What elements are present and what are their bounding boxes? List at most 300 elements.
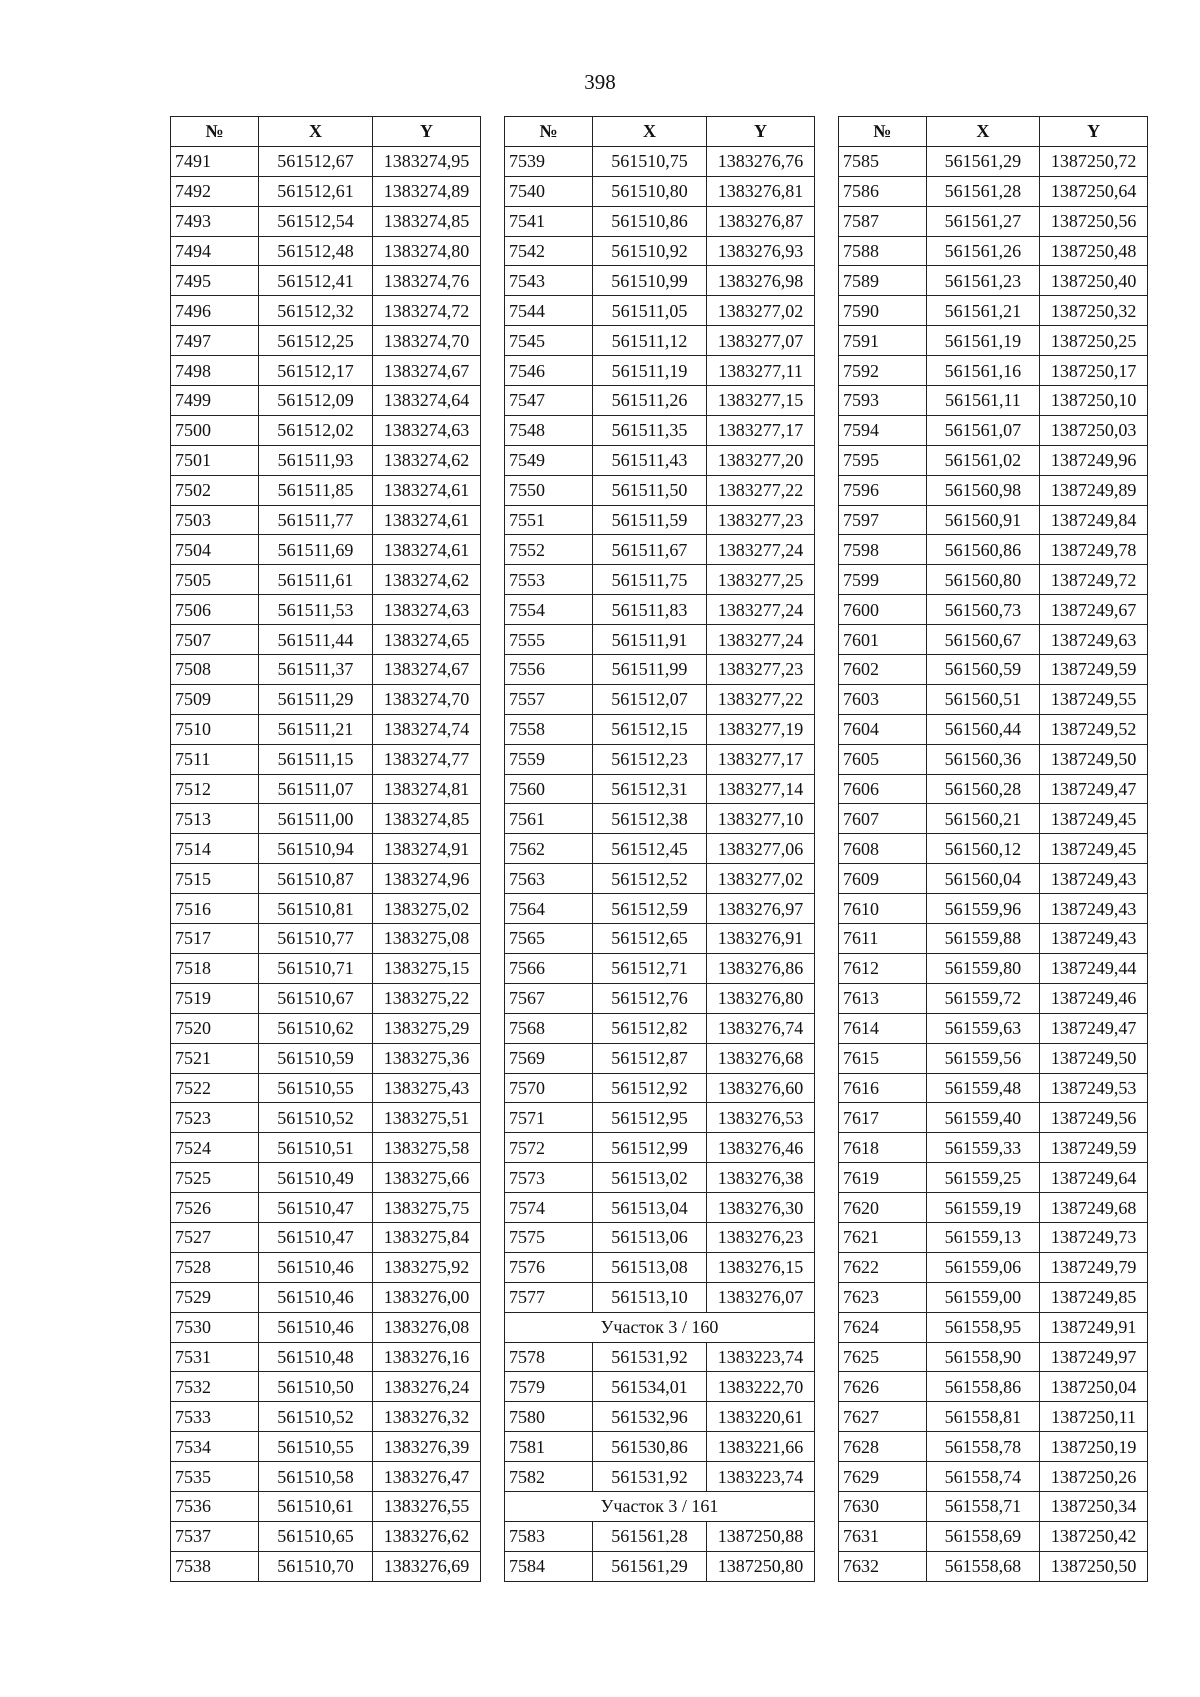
table-row xyxy=(171,804,481,834)
point-number-cell: 7611 xyxy=(839,924,927,954)
table-row xyxy=(505,1462,815,1492)
y-coordinate-cell: 1387249,89 xyxy=(1040,475,1148,505)
point-number-cell: 7506 xyxy=(171,595,259,625)
point-number-cell: 7577 xyxy=(505,1282,593,1312)
y-coordinate-cell: 1383277,23 xyxy=(707,505,815,535)
point-number-cell: 7507 xyxy=(171,625,259,655)
x-coordinate-cell: 561512,82 xyxy=(593,1013,707,1043)
table-row xyxy=(171,1432,481,1462)
table-row xyxy=(505,445,815,475)
x-coordinate-cell: 561512,07 xyxy=(593,684,707,714)
y-coordinate-cell: 1387250,10 xyxy=(1040,386,1148,416)
y-coordinate-cell: 1387249,43 xyxy=(1040,924,1148,954)
point-number-cell: 7531 xyxy=(171,1342,259,1372)
x-coordinate-cell: 561513,06 xyxy=(593,1222,707,1252)
table-row xyxy=(171,505,481,535)
x-coordinate-cell: 561531,92 xyxy=(593,1342,707,1372)
table-row xyxy=(839,565,1148,595)
x-coordinate-cell: 561530,86 xyxy=(593,1432,707,1462)
x-coordinate-cell: 561510,80 xyxy=(593,176,707,206)
point-number-cell: 7514 xyxy=(171,834,259,864)
y-coordinate-cell: 1387249,47 xyxy=(1040,774,1148,804)
y-coordinate-cell: 1383277,17 xyxy=(707,415,815,445)
coordinate-table-3 xyxy=(838,116,1148,1582)
x-coordinate-cell: 561560,98 xyxy=(926,475,1040,505)
table-row xyxy=(171,834,481,864)
x-coordinate-cell: 561511,26 xyxy=(593,386,707,416)
y-coordinate-cell: 1383274,91 xyxy=(373,834,481,864)
x-coordinate-cell: 561510,52 xyxy=(259,1103,373,1133)
point-number-cell: 7499 xyxy=(171,386,259,416)
table-row xyxy=(505,1402,815,1432)
point-number-cell: 7578 xyxy=(505,1342,593,1372)
y-coordinate-cell: 1383274,85 xyxy=(373,804,481,834)
point-number-cell: 7561 xyxy=(505,804,593,834)
x-coordinate-cell: 561512,15 xyxy=(593,714,707,744)
point-number-cell: 7604 xyxy=(839,714,927,744)
y-coordinate-cell: 1383276,91 xyxy=(707,924,815,954)
table-row xyxy=(505,684,815,714)
table-row xyxy=(839,804,1148,834)
x-coordinate-cell: 561560,59 xyxy=(926,655,1040,685)
x-coordinate-cell: 561511,21 xyxy=(259,714,373,744)
table-row xyxy=(171,326,481,356)
y-coordinate-cell: 1383277,23 xyxy=(707,655,815,685)
x-coordinate-cell: 561510,65 xyxy=(259,1521,373,1551)
x-coordinate-cell: 561512,31 xyxy=(593,774,707,804)
point-number-cell: 7541 xyxy=(505,206,593,236)
y-coordinate-cell: 1383275,84 xyxy=(373,1222,481,1252)
y-coordinate-cell: 1383277,02 xyxy=(707,296,815,326)
table-row xyxy=(839,744,1148,774)
table-row xyxy=(171,1133,481,1163)
y-coordinate-cell: 1383277,20 xyxy=(707,445,815,475)
column-header-x: X xyxy=(926,117,1040,147)
section-heading: Участок 3 / 161 xyxy=(505,1491,815,1521)
table-row xyxy=(839,1103,1148,1133)
y-coordinate-cell: 1383274,61 xyxy=(373,505,481,535)
x-coordinate-cell: 561511,59 xyxy=(593,505,707,535)
point-number-cell: 7601 xyxy=(839,625,927,655)
x-coordinate-cell: 561511,75 xyxy=(593,565,707,595)
column-header-y: Y xyxy=(373,117,481,147)
table-row xyxy=(505,625,815,655)
point-number-cell: 7564 xyxy=(505,894,593,924)
x-coordinate-cell: 561511,85 xyxy=(259,475,373,505)
point-number-cell: 7566 xyxy=(505,953,593,983)
table-row xyxy=(505,266,815,296)
point-number-cell: 7606 xyxy=(839,774,927,804)
point-number-cell: 7510 xyxy=(171,714,259,744)
x-coordinate-cell: 561511,15 xyxy=(259,744,373,774)
table-row xyxy=(839,1252,1148,1282)
table-row xyxy=(505,1551,815,1581)
point-number-cell: 7630 xyxy=(839,1491,927,1521)
point-number-cell: 7545 xyxy=(505,326,593,356)
x-coordinate-cell: 561512,32 xyxy=(259,296,373,326)
y-coordinate-cell: 1387249,50 xyxy=(1040,1043,1148,1073)
point-number-cell: 7617 xyxy=(839,1103,927,1133)
point-number-cell: 7619 xyxy=(839,1163,927,1193)
point-number-cell: 7508 xyxy=(171,655,259,685)
point-number-cell: 7607 xyxy=(839,804,927,834)
table-row xyxy=(505,356,815,386)
y-coordinate-cell: 1387250,25 xyxy=(1040,326,1148,356)
section-row xyxy=(505,1491,815,1521)
point-number-cell: 7502 xyxy=(171,475,259,505)
x-coordinate-cell: 561558,78 xyxy=(926,1432,1040,1462)
table-row xyxy=(171,924,481,954)
point-number-cell: 7572 xyxy=(505,1133,593,1163)
point-number-cell: 7539 xyxy=(505,146,593,176)
table-row xyxy=(505,714,815,744)
x-coordinate-cell: 561510,46 xyxy=(259,1282,373,1312)
y-coordinate-cell: 1387249,72 xyxy=(1040,565,1148,595)
y-coordinate-cell: 1383274,63 xyxy=(373,415,481,445)
y-coordinate-cell: 1383276,74 xyxy=(707,1013,815,1043)
y-coordinate-cell: 1383274,63 xyxy=(373,595,481,625)
y-coordinate-cell: 1387249,59 xyxy=(1040,655,1148,685)
x-coordinate-cell: 561510,92 xyxy=(593,236,707,266)
y-coordinate-cell: 1383274,61 xyxy=(373,535,481,565)
y-coordinate-cell: 1387250,50 xyxy=(1040,1551,1148,1581)
x-coordinate-cell: 561510,59 xyxy=(259,1043,373,1073)
x-coordinate-cell: 561558,71 xyxy=(926,1491,1040,1521)
x-coordinate-cell: 561559,56 xyxy=(926,1043,1040,1073)
table-row xyxy=(505,206,815,236)
y-coordinate-cell: 1383223,74 xyxy=(707,1462,815,1492)
y-coordinate-cell: 1383277,19 xyxy=(707,714,815,744)
table-row xyxy=(171,1193,481,1223)
y-coordinate-cell: 1383277,06 xyxy=(707,834,815,864)
x-coordinate-cell: 561510,61 xyxy=(259,1491,373,1521)
table-row xyxy=(839,356,1148,386)
point-number-cell: 7588 xyxy=(839,236,927,266)
table-row xyxy=(171,894,481,924)
y-coordinate-cell: 1387250,64 xyxy=(1040,176,1148,206)
y-coordinate-cell: 1383276,93 xyxy=(707,236,815,266)
point-number-cell: 7537 xyxy=(171,1521,259,1551)
point-number-cell: 7527 xyxy=(171,1222,259,1252)
x-coordinate-cell: 561558,74 xyxy=(926,1462,1040,1492)
point-number-cell: 7602 xyxy=(839,655,927,685)
y-coordinate-cell: 1383276,23 xyxy=(707,1222,815,1252)
column-header-number: № xyxy=(171,117,259,147)
table-row xyxy=(839,1013,1148,1043)
point-number-cell: 7522 xyxy=(171,1073,259,1103)
table-row xyxy=(171,953,481,983)
table-row xyxy=(171,1521,481,1551)
table-row xyxy=(505,236,815,266)
y-coordinate-cell: 1387250,26 xyxy=(1040,1462,1148,1492)
y-coordinate-cell: 1387250,03 xyxy=(1040,415,1148,445)
table-row xyxy=(171,1252,481,1282)
y-coordinate-cell: 1387250,42 xyxy=(1040,1521,1148,1551)
x-coordinate-cell: 561561,28 xyxy=(593,1521,707,1551)
point-number-cell: 7571 xyxy=(505,1103,593,1133)
x-coordinate-cell: 561511,00 xyxy=(259,804,373,834)
point-number-cell: 7518 xyxy=(171,953,259,983)
point-number-cell: 7570 xyxy=(505,1073,593,1103)
x-coordinate-cell: 561560,28 xyxy=(926,774,1040,804)
x-coordinate-cell: 561510,52 xyxy=(259,1402,373,1432)
x-coordinate-cell: 561512,92 xyxy=(593,1073,707,1103)
table-row xyxy=(171,595,481,625)
y-coordinate-cell: 1387249,53 xyxy=(1040,1073,1148,1103)
x-coordinate-cell: 561531,92 xyxy=(593,1462,707,1492)
x-coordinate-cell: 561559,13 xyxy=(926,1222,1040,1252)
y-coordinate-cell: 1383274,65 xyxy=(373,625,481,655)
y-coordinate-cell: 1383276,87 xyxy=(707,206,815,236)
y-coordinate-cell: 1383275,22 xyxy=(373,983,481,1013)
table-row xyxy=(505,953,815,983)
y-coordinate-cell: 1383274,70 xyxy=(373,326,481,356)
y-coordinate-cell: 1387249,97 xyxy=(1040,1342,1148,1372)
x-coordinate-cell: 561561,29 xyxy=(593,1551,707,1581)
point-number-cell: 7584 xyxy=(505,1551,593,1581)
y-coordinate-cell: 1387249,67 xyxy=(1040,595,1148,625)
point-number-cell: 7492 xyxy=(171,176,259,206)
table-row xyxy=(171,1402,481,1432)
y-coordinate-cell: 1387249,64 xyxy=(1040,1163,1148,1193)
point-number-cell: 7610 xyxy=(839,894,927,924)
table-row xyxy=(839,1282,1148,1312)
point-number-cell: 7556 xyxy=(505,655,593,685)
table-row xyxy=(505,1222,815,1252)
table-row xyxy=(839,386,1148,416)
table-row xyxy=(505,1073,815,1103)
x-coordinate-cell: 561511,61 xyxy=(259,565,373,595)
table-row xyxy=(505,1252,815,1282)
column-header-y: Y xyxy=(707,117,815,147)
table-row xyxy=(839,535,1148,565)
point-number-cell: 7608 xyxy=(839,834,927,864)
y-coordinate-cell: 1383222,70 xyxy=(707,1372,815,1402)
x-coordinate-cell: 561512,25 xyxy=(259,326,373,356)
point-number-cell: 7521 xyxy=(171,1043,259,1073)
y-coordinate-cell: 1383276,80 xyxy=(707,983,815,1013)
table-header-row xyxy=(171,117,481,147)
x-coordinate-cell: 561561,28 xyxy=(926,176,1040,206)
x-coordinate-cell: 561559,19 xyxy=(926,1193,1040,1223)
point-number-cell: 7565 xyxy=(505,924,593,954)
point-number-cell: 7616 xyxy=(839,1073,927,1103)
table-row xyxy=(839,176,1148,206)
point-number-cell: 7525 xyxy=(171,1163,259,1193)
x-coordinate-cell: 561512,09 xyxy=(259,386,373,416)
x-coordinate-cell: 561511,43 xyxy=(593,445,707,475)
table-row xyxy=(839,953,1148,983)
point-number-cell: 7559 xyxy=(505,744,593,774)
table-row xyxy=(171,535,481,565)
table-row xyxy=(505,1432,815,1462)
table-row xyxy=(505,326,815,356)
point-number-cell: 7567 xyxy=(505,983,593,1013)
x-coordinate-cell: 561559,96 xyxy=(926,894,1040,924)
table-row xyxy=(505,1103,815,1133)
point-number-cell: 7558 xyxy=(505,714,593,744)
table-row xyxy=(171,864,481,894)
table-row xyxy=(839,655,1148,685)
point-number-cell: 7517 xyxy=(171,924,259,954)
x-coordinate-cell: 561510,46 xyxy=(259,1312,373,1342)
table-row xyxy=(839,864,1148,894)
x-coordinate-cell: 561512,41 xyxy=(259,266,373,296)
table-row xyxy=(839,924,1148,954)
table-row xyxy=(171,1163,481,1193)
point-number-cell: 7549 xyxy=(505,445,593,475)
x-coordinate-cell: 561510,55 xyxy=(259,1432,373,1462)
x-coordinate-cell: 561559,48 xyxy=(926,1073,1040,1103)
table-row xyxy=(839,595,1148,625)
y-coordinate-cell: 1387249,85 xyxy=(1040,1282,1148,1312)
y-coordinate-cell: 1387250,48 xyxy=(1040,236,1148,266)
table-row xyxy=(505,1282,815,1312)
point-number-cell: 7544 xyxy=(505,296,593,326)
y-coordinate-cell: 1387250,19 xyxy=(1040,1432,1148,1462)
table-row xyxy=(171,1551,481,1581)
table-header-row xyxy=(839,117,1148,147)
y-coordinate-cell: 1383274,72 xyxy=(373,296,481,326)
table-row xyxy=(505,834,815,864)
y-coordinate-cell: 1383274,85 xyxy=(373,206,481,236)
point-number-cell: 7500 xyxy=(171,415,259,445)
point-number-cell: 7526 xyxy=(171,1193,259,1223)
x-coordinate-cell: 561512,99 xyxy=(593,1133,707,1163)
point-number-cell: 7505 xyxy=(171,565,259,595)
table-row xyxy=(839,684,1148,714)
x-coordinate-cell: 561558,95 xyxy=(926,1312,1040,1342)
point-number-cell: 7511 xyxy=(171,744,259,774)
x-coordinate-cell: 561559,88 xyxy=(926,924,1040,954)
y-coordinate-cell: 1383277,02 xyxy=(707,864,815,894)
table-row xyxy=(839,445,1148,475)
y-coordinate-cell: 1383277,24 xyxy=(707,595,815,625)
point-number-cell: 7591 xyxy=(839,326,927,356)
table-row xyxy=(839,1402,1148,1432)
x-coordinate-cell: 561510,51 xyxy=(259,1133,373,1163)
table-header-row xyxy=(505,117,815,147)
y-coordinate-cell: 1383276,16 xyxy=(373,1342,481,1372)
y-coordinate-cell: 1387249,52 xyxy=(1040,714,1148,744)
table-row xyxy=(505,924,815,954)
y-coordinate-cell: 1383276,60 xyxy=(707,1073,815,1103)
y-coordinate-cell: 1383277,14 xyxy=(707,774,815,804)
x-coordinate-cell: 561510,62 xyxy=(259,1013,373,1043)
y-coordinate-cell: 1387250,40 xyxy=(1040,266,1148,296)
point-number-cell: 7498 xyxy=(171,356,259,386)
y-coordinate-cell: 1383220,61 xyxy=(707,1402,815,1432)
column-header-x: X xyxy=(259,117,373,147)
x-coordinate-cell: 561512,65 xyxy=(593,924,707,954)
y-coordinate-cell: 1383276,46 xyxy=(707,1133,815,1163)
table-row xyxy=(839,1462,1148,1492)
x-coordinate-cell: 561510,94 xyxy=(259,834,373,864)
table-row xyxy=(171,1491,481,1521)
point-number-cell: 7583 xyxy=(505,1521,593,1551)
table-row xyxy=(171,565,481,595)
y-coordinate-cell: 1383276,39 xyxy=(373,1432,481,1462)
x-coordinate-cell: 561561,23 xyxy=(926,266,1040,296)
y-coordinate-cell: 1383274,67 xyxy=(373,356,481,386)
y-coordinate-cell: 1387250,88 xyxy=(707,1521,815,1551)
y-coordinate-cell: 1383277,22 xyxy=(707,684,815,714)
table-row xyxy=(505,535,815,565)
table-row xyxy=(505,1372,815,1402)
table-row xyxy=(839,505,1148,535)
table-row xyxy=(839,1521,1148,1551)
x-coordinate-cell: 561560,12 xyxy=(926,834,1040,864)
table-row xyxy=(171,146,481,176)
y-coordinate-cell: 1387249,45 xyxy=(1040,804,1148,834)
table-row xyxy=(171,1372,481,1402)
x-coordinate-cell: 561510,81 xyxy=(259,894,373,924)
x-coordinate-cell: 561560,44 xyxy=(926,714,1040,744)
y-coordinate-cell: 1383276,32 xyxy=(373,1402,481,1432)
point-number-cell: 7600 xyxy=(839,595,927,625)
point-number-cell: 7585 xyxy=(839,146,927,176)
x-coordinate-cell: 561558,90 xyxy=(926,1342,1040,1372)
x-coordinate-cell: 561511,37 xyxy=(259,655,373,685)
table-row xyxy=(839,1222,1148,1252)
x-coordinate-cell: 561510,55 xyxy=(259,1073,373,1103)
x-coordinate-cell: 561511,91 xyxy=(593,625,707,655)
x-coordinate-cell: 561561,29 xyxy=(926,146,1040,176)
table-row xyxy=(505,1193,815,1223)
x-coordinate-cell: 561510,70 xyxy=(259,1551,373,1581)
point-number-cell: 7529 xyxy=(171,1282,259,1312)
table-row xyxy=(839,206,1148,236)
y-coordinate-cell: 1387249,45 xyxy=(1040,834,1148,864)
point-number-cell: 7590 xyxy=(839,296,927,326)
y-coordinate-cell: 1387249,78 xyxy=(1040,535,1148,565)
x-coordinate-cell: 561511,99 xyxy=(593,655,707,685)
point-number-cell: 7582 xyxy=(505,1462,593,1492)
point-number-cell: 7586 xyxy=(839,176,927,206)
x-coordinate-cell: 561560,91 xyxy=(926,505,1040,535)
point-number-cell: 7560 xyxy=(505,774,593,804)
point-number-cell: 7599 xyxy=(839,565,927,595)
y-coordinate-cell: 1383277,24 xyxy=(707,535,815,565)
x-coordinate-cell: 561559,72 xyxy=(926,983,1040,1013)
table-row xyxy=(839,894,1148,924)
x-coordinate-cell: 561560,21 xyxy=(926,804,1040,834)
point-number-cell: 7615 xyxy=(839,1043,927,1073)
table-row xyxy=(171,415,481,445)
point-number-cell: 7592 xyxy=(839,356,927,386)
x-coordinate-cell: 561511,12 xyxy=(593,326,707,356)
point-number-cell: 7524 xyxy=(171,1133,259,1163)
point-number-cell: 7516 xyxy=(171,894,259,924)
y-coordinate-cell: 1383276,47 xyxy=(373,1462,481,1492)
table-row xyxy=(839,475,1148,505)
x-coordinate-cell: 561512,54 xyxy=(259,206,373,236)
point-number-cell: 7536 xyxy=(171,1491,259,1521)
x-coordinate-cell: 561510,50 xyxy=(259,1372,373,1402)
table-row xyxy=(505,1163,815,1193)
point-number-cell: 7623 xyxy=(839,1282,927,1312)
x-coordinate-cell: 561561,19 xyxy=(926,326,1040,356)
y-coordinate-cell: 1387249,84 xyxy=(1040,505,1148,535)
point-number-cell: 7495 xyxy=(171,266,259,296)
table-row xyxy=(839,1193,1148,1223)
point-number-cell: 7574 xyxy=(505,1193,593,1223)
point-number-cell: 7504 xyxy=(171,535,259,565)
x-coordinate-cell: 561559,80 xyxy=(926,953,1040,983)
y-coordinate-cell: 1387250,04 xyxy=(1040,1372,1148,1402)
y-coordinate-cell: 1383276,55 xyxy=(373,1491,481,1521)
point-number-cell: 7513 xyxy=(171,804,259,834)
